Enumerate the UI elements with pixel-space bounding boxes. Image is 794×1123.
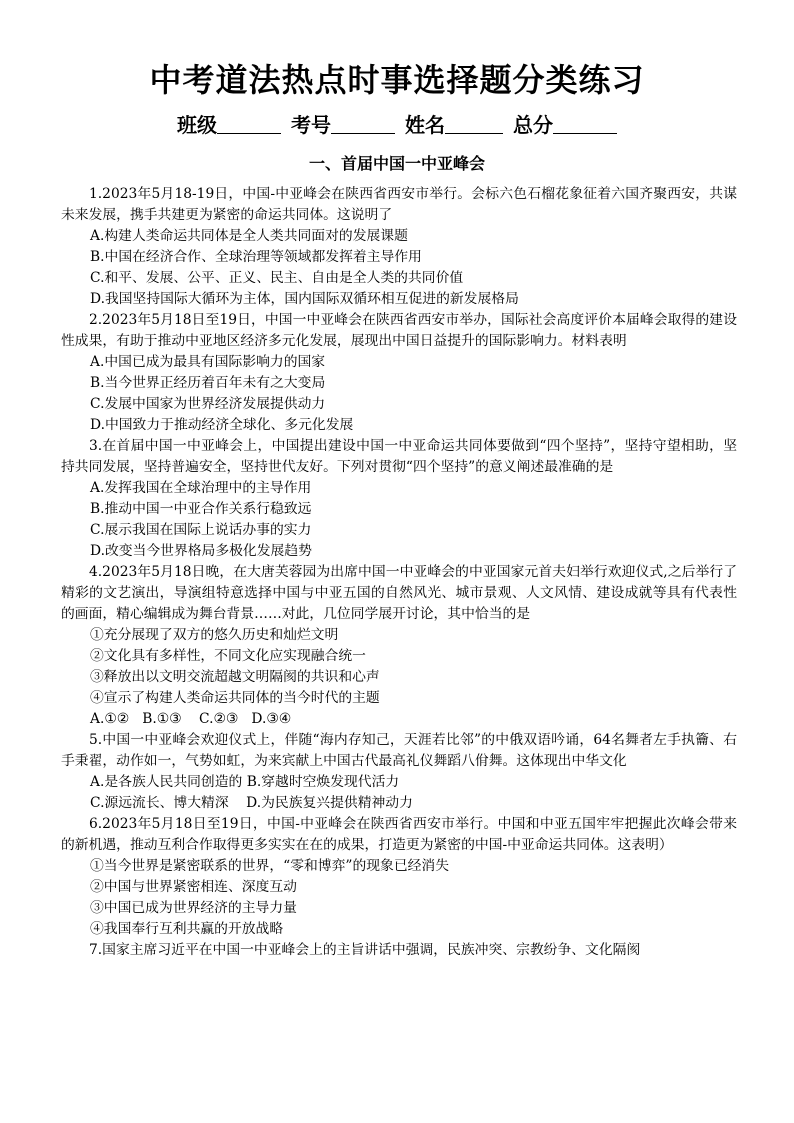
student-info-line bbox=[0, 110, 794, 140]
answer-option: A.构建人类命运共同体是全人类共同面对的发展课题 bbox=[90, 228, 408, 244]
section-title: 一、首届中国一中亚峰会 bbox=[308, 154, 485, 173]
answer-option: C.发展中国家为世界经济发展提供动力 bbox=[90, 396, 326, 412]
page-title: 中考道法热点时事选择题分类练习 bbox=[149, 61, 645, 99]
answer-option: ②中国与世界紧密相连、深度互动 bbox=[90, 879, 297, 895]
answer-option: A.中国已成为最具有国际影响力的国家 bbox=[90, 354, 326, 370]
score-blank[interactable] bbox=[553, 111, 617, 134]
question-stem: 6.2023年5月18日至19日，中国-中亚峰会在陕西省西安市举行。中国和中亚五国牢牢把握此次峰会带来的新机遇，推动互利合作取得更多实实在在的成果，打造更为紧密的中国-中亚命运共同体。这表明） bbox=[61, 816, 737, 853]
question-stem: 5.中国一中亚峰会欢迎仪式上，伴随“海内存知己，天涯若比邻”的中俄双语吟诵，64名舞者左手执籥、右手秉翟，动作如一，气势如虹，为来宾献上中国古代最高礼仪舞蹈八佾舞。这体现出中华文化 bbox=[61, 732, 737, 769]
question-stem: 4.2023年5月18日晚，在大唐芙蓉园为出席中国一中亚峰会的中亚国家元首夫妇举行欢迎仪式,之后举行了精彩的文艺演出，导演组特意选择中国与中亚五国的自然风光、城市景观、人文风情、建设成就等具有代表性的画面，精心编辑成为舞台背景……对此，几位同学展开讨论，其中恰当的是 bbox=[61, 564, 737, 622]
number-label: 考号 bbox=[291, 113, 331, 137]
answer-option: C.源远流长、博大精深 D.为民族复兴提供精神动力 bbox=[90, 795, 413, 811]
name-blank[interactable] bbox=[445, 111, 503, 134]
answer-option: ③中国已成为世界经济的主导力量 bbox=[90, 900, 297, 916]
question-stem: 7.国家主席习近平在中国一中亚峰会上的主旨讲话中强调，民族冲突、宗教纷争、文化隔阂 bbox=[89, 942, 641, 958]
question-stem: 1.2023年5月18-19日，中国-中亚峰会在陕西省西安市举行。会标六色石榴花象征着六国齐聚西安，共谋未来发展，携手共建更为紧密的命运共同体。这说明了 bbox=[61, 186, 737, 223]
answer-option: ①当今世界是紧密联系的世界，“零和博弈”的现象已经消失 bbox=[90, 858, 450, 874]
answer-option: B.当今世界正经历着百年未有之大变局 bbox=[90, 375, 326, 391]
answer-option: B.中国在经济合作、全球治理等领域都发挥着主导作用 bbox=[90, 249, 422, 265]
answer-option: D.改变当今世界格局多极化发展趋势 bbox=[90, 543, 312, 559]
answer-option: B.推动中国一中亚合作关系行稳致远 bbox=[90, 501, 312, 517]
answer-option: ②文化具有多样性，不同文化应实现融合统一 bbox=[90, 648, 366, 664]
score-label: 总分 bbox=[513, 113, 553, 137]
answer-option: ④宣示了构建人类命运共同体的当今时代的主题 bbox=[90, 690, 380, 706]
answer-option: D.中国致力于推动经济全球化、多元化发展 bbox=[90, 417, 354, 433]
answer-option: D.我国坚持国际大循环为主体，国内国际双循环相互促进的新发展格局 bbox=[90, 291, 519, 307]
number-blank[interactable] bbox=[331, 111, 395, 134]
answer-option: ①充分展现了双方的悠久历史和灿烂文明 bbox=[90, 627, 339, 643]
answer-option: ③释放出以文明交流超越文明隔阂的共识和心声 bbox=[90, 669, 380, 685]
answer-option: A.发挥我国在全球治理中的主导作用 bbox=[90, 480, 312, 496]
answer-option: A.是各族人民共同创造的 B.穿越时空焕发现代活力 bbox=[90, 774, 400, 790]
name-label: 姓名 bbox=[405, 113, 445, 137]
class-label: 班级 bbox=[177, 113, 217, 137]
answer-option: C.和平、发展、公平、正义、民主、自由是全人类的共同价值 bbox=[90, 270, 464, 286]
answer-option: ④我国奉行互利共赢的开放战略 bbox=[90, 921, 284, 937]
question-stem: 2.2023年5月18日至19日，中国一中亚峰会在陕西省西安市举办，国际社会高度评价本届峰会取得的建设性成果，有助于推动中亚地区经济多元化发展，展现出中国日益提升的国际影响力。材料表明 bbox=[61, 312, 737, 349]
class-blank[interactable] bbox=[217, 111, 281, 134]
question-list bbox=[61, 184, 737, 961]
question-stem: 3.在首届中国一中亚峰会上，中国提出建设中国一中亚命运共同体要做到“四个坚持”，坚持守望相助，坚持共同发展，坚持普遍安全，坚持世代友好。下列对贯彻“四个坚持”的意义阐述最准确的是 bbox=[61, 438, 737, 475]
answer-option: C.展示我国在国际上说话办事的实力 bbox=[90, 522, 312, 538]
answer-choices: A.①② B.①③ C.②③ D.③④ bbox=[90, 711, 292, 727]
